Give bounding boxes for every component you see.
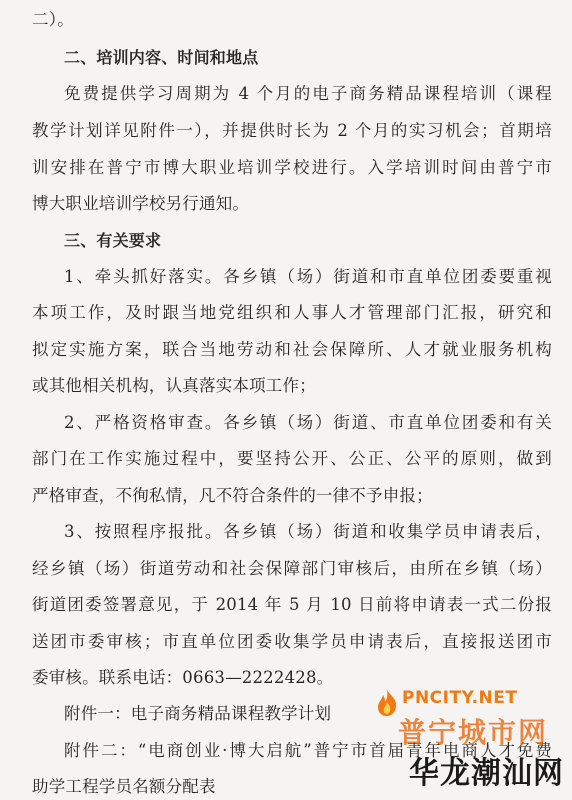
requirement-3-line-4: 送团市委审核；市直单位团委收集学员申请表后，直接报送团市 (32, 632, 552, 651)
paragraph-training-line-4: 博大职业培训学校另行通知。 (32, 194, 250, 213)
text-line-continuation: 二）。 (32, 10, 74, 29)
requirement-1-line-1: 1、牵头抓好落实。各乡镇（场）街道和市直单位团委要重视 (64, 267, 552, 286)
section-heading-training-content: 二、培训内容、时间和地点 (64, 48, 259, 67)
requirement-2-line-1: 2、严格资格审查。各乡镇（场）街道、市直单位团委和有关 (64, 413, 552, 432)
brand-watermark: 华龙潮汕网 (409, 756, 564, 791)
paragraph-training-line-1: 免费提供学习周期为 4 个月的电子商务精品课程培训（课程 (64, 84, 552, 103)
requirement-3-line-3: 街道团委签署意见，于 2014 年 5 月 10 日前将申请表一式二份报 (32, 595, 552, 614)
watermark-site-en: PNCITY.NET (402, 688, 518, 708)
attachment-2-line-2: 助学工程学员名额分配表 (32, 777, 216, 796)
requirement-1-line-3: 拟定实施方案，联合当地劳动和社会保障所、人才就业服务机构 (32, 340, 552, 359)
attachment-2-line-1: 附件二：“电商创业·博大启航”普宁市首届青年电商人才免费 (64, 741, 552, 760)
paragraph-training-line-3: 训安排在普宁市博大职业培训学校进行。入学培训时间由普宁市 (32, 158, 552, 177)
section-heading-requirements: 三、有关要求 (64, 231, 162, 250)
watermark-site-cn: 普宁城市网 (398, 716, 549, 749)
requirement-1-line-2: 本项工作，及时跟当地党组织和人事人才管理部门汇报，研究和 (32, 303, 552, 322)
attachment-1: 附件一：电子商务精品课程教学计划 (64, 704, 332, 723)
requirement-3-line-1: 3、按照程序报批。各乡镇（场）街道和收集学员申请表后， (64, 522, 552, 541)
pncity-watermark (372, 686, 572, 749)
paragraph-training-line-2: 教学计划详见附件一），并提供时长为 2 个月的实习机会；首期培 (32, 121, 552, 140)
requirement-2-line-2: 部门在工作实施过程中，要坚持公开、公正、公平的原则，做到 (32, 449, 552, 468)
requirement-1-line-4: 或其他相关机构，认真落实本项工作； (32, 376, 316, 395)
requirement-2-line-3: 严格审查，不徇私情，凡不符合条件的一律不予申报； (32, 486, 433, 505)
requirement-3-line-5: 委审核。联系电话：0663—2222428。 (32, 668, 334, 687)
requirement-3-line-2: 经乡镇（场）街道劳动和社会保障部门审核后，由所在乡镇（场） (32, 559, 552, 578)
